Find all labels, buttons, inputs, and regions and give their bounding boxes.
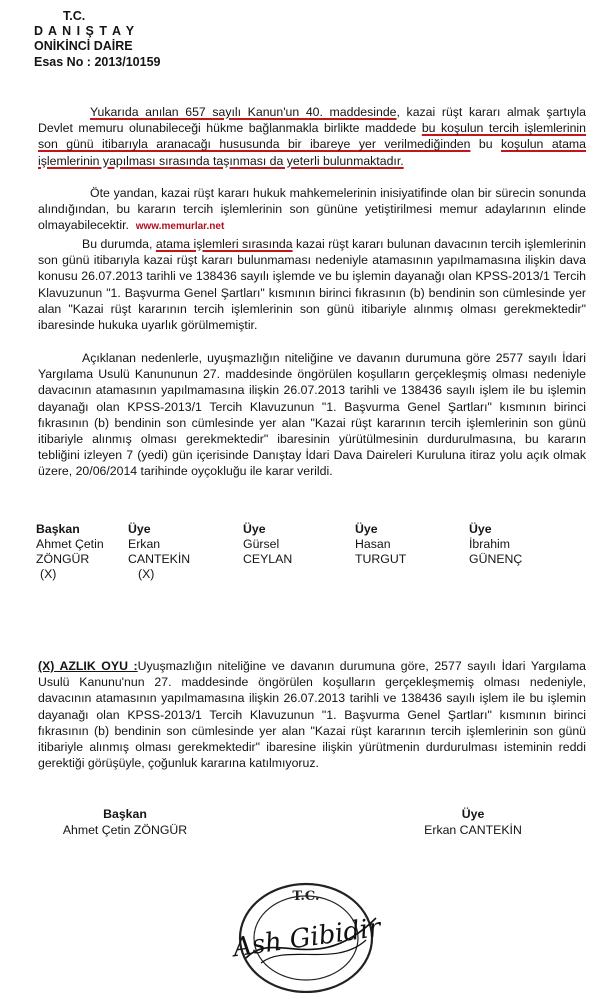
header-tc: T.C.	[63, 9, 86, 23]
member-5: Üye İbrahim GÜNENÇ	[469, 522, 523, 566]
watermark-text: www.memurlar.net	[135, 221, 225, 233]
court-seal	[226, 868, 386, 993]
underlined-phrase: koşulun atama işlemlerinin yapılması sırasında taşınması da yeterli bulunmaktadır.	[38, 137, 587, 168]
seal-top-text: T.C.	[292, 889, 320, 904]
underlined-phrase: Yukarıda anılan 657 sayılı Kanun'un 40. maddesinde	[90, 105, 397, 119]
dissent-text: Uyuşmazlığın niteliğine ve davanın durumuna göre, 2577 sayılı İdari Yargılama Usulü Kanunu'nun 27. maddesinde öngörülen koşulların gerçekleşmemiş olması nedeniyle, davacının atamasının yapılmamasına ilişkin 26.07.2013 tarihli ve 138436 sayılı işlem ile bu işlemin dayanağı olan KPSS-2013/1 Tercih Klavuzunun "1. Başvurma Genel Şartları" kısmının birinci fıkrasının (b) bendinin son cümlesinde yer alan "Kazai rüşt kararının tercih işlemlerinin son günü itibariyle alınmış olması gerekmektedir" ibaresine ilişkin yürütmenin durdurulması isteminin reddi gerektiği görüşüyle, çoğunluk kararına katılmıyoruz.	[38, 659, 586, 771]
member-3: Üye Gürsel CEYLAN	[243, 522, 293, 566]
paragraph-3: Bu durumda, atama işlemleri sırasında kazai rüşt kararı bulunan davacının tercih işlemlerinin son günü itibarıyla kazai rüşt kararı bulunmaması nedeniyle atamasının yapılmamasına ilişkin dava konusu 26.07.2013 tarihli ve 138436 sayılı işlemde ve bu işlemin dayanağı olan KPSS-2013/1 Tercih Klavuzunun "1. Başvurma Genel Şartları" kısmının birinci fıkrasının (b) bendinin son cümlesinde yer alan "Kazai rüşt kararının tercih işlemlerinin son günü itibariyle alınmış olması gerekmektedir" ibaresinde hukuka uyarlık görülmemiştir.	[38, 237, 586, 333]
member-2: Üye Erkan CANTEKİN (X)	[128, 522, 191, 581]
case-label: Esas No :	[34, 55, 91, 69]
case-number	[34, 55, 161, 70]
paragraph-1: Yukarıda anılan 657 sayılı Kanun'un 40. maddesinde, kazai rüşt kararı almak şartıyla Devlet memuru olunabileceği hükme bağlanmakla birlikte maddede bu koşulun tercih işlemlerinin son günü itibarıyla aranacağı hususunda bir ibareye yer verilmediğinden bu koşulun atama işlemlerinin yapılması sırasında taşınması da yeterli bulunmaktadır.	[38, 105, 587, 168]
member-1: Başkan Ahmet Çetin ZÖNGÜR (X)	[36, 522, 104, 581]
underlined-phrase: atama işlemleri sırasında	[155, 237, 293, 251]
dissent-signer-2: Üye Erkan CANTEKİN	[424, 807, 522, 837]
underlined-phrase: bu koşulun tercih işlemlerinin son günü itibarıyla aranacağı hususunda bir ibareye yer verilmediğinden	[38, 121, 586, 152]
dissent-title: (X) AZLIK OYU :	[38, 659, 138, 673]
paragraph-4: Açıklanan nedenlerle, uyuşmazlığın niteliğine ve davanın durumuna göre 2577 sayılı İdari Yargılama Usulü Kanununun 27. maddesinde öngörülen koşulların gerçekleşmiş olması nedeniyle davacının atamasının yapılmamasına ilişkin 26.07.2013 tarihli ve 138436 sayılı işlem ile bu işlemin dayanağı olan KPSS-2013/1 Tercih Klavuzunun "1. Başvurma Genel Şartları" kısmının birinci fıkrasının (b) bendinin son cümlesinde yer alan "Kazai rüşt kararının tercih işlemlerinin son günü itibariyle alınmış olması gerekmektedir" ibaresinin yürütülmesinin durdurulmasına, bu kararın tebliğini izleyen 7 (yedi) gün içerisinde Danıştay İdari Dava Daireleri Kuruluna itiraz yolu açık olmak üzere, 20/06/2014 tarihinde oyçokluğu ile karar verildi.	[38, 351, 586, 479]
member-4: Üye Hasan TURGUT	[355, 522, 407, 566]
paragraph-2: Öte yandan, kazai rüşt kararı hukuk mahkemelerinin inisiyatifinde olan bir sürecin sonunda alındığından, bu kararın tercih işlemlerinin son gününe yetiştirilmesi memur adaylarının elinde olmayabilecektir. www.memurlar.net	[38, 186, 586, 233]
header-chamber: ONİKİNCİ DAİRE	[34, 39, 133, 53]
case-no: 2013/10159	[94, 55, 161, 69]
seal-signature: Ash Gibidir	[231, 912, 383, 964]
dissent-signer-1: Başkan Ahmet Çetin ZÖNGÜR	[62, 807, 188, 837]
dissent-paragraph	[38, 658, 586, 771]
header-court: D A N I Ş T A Y	[34, 24, 136, 38]
